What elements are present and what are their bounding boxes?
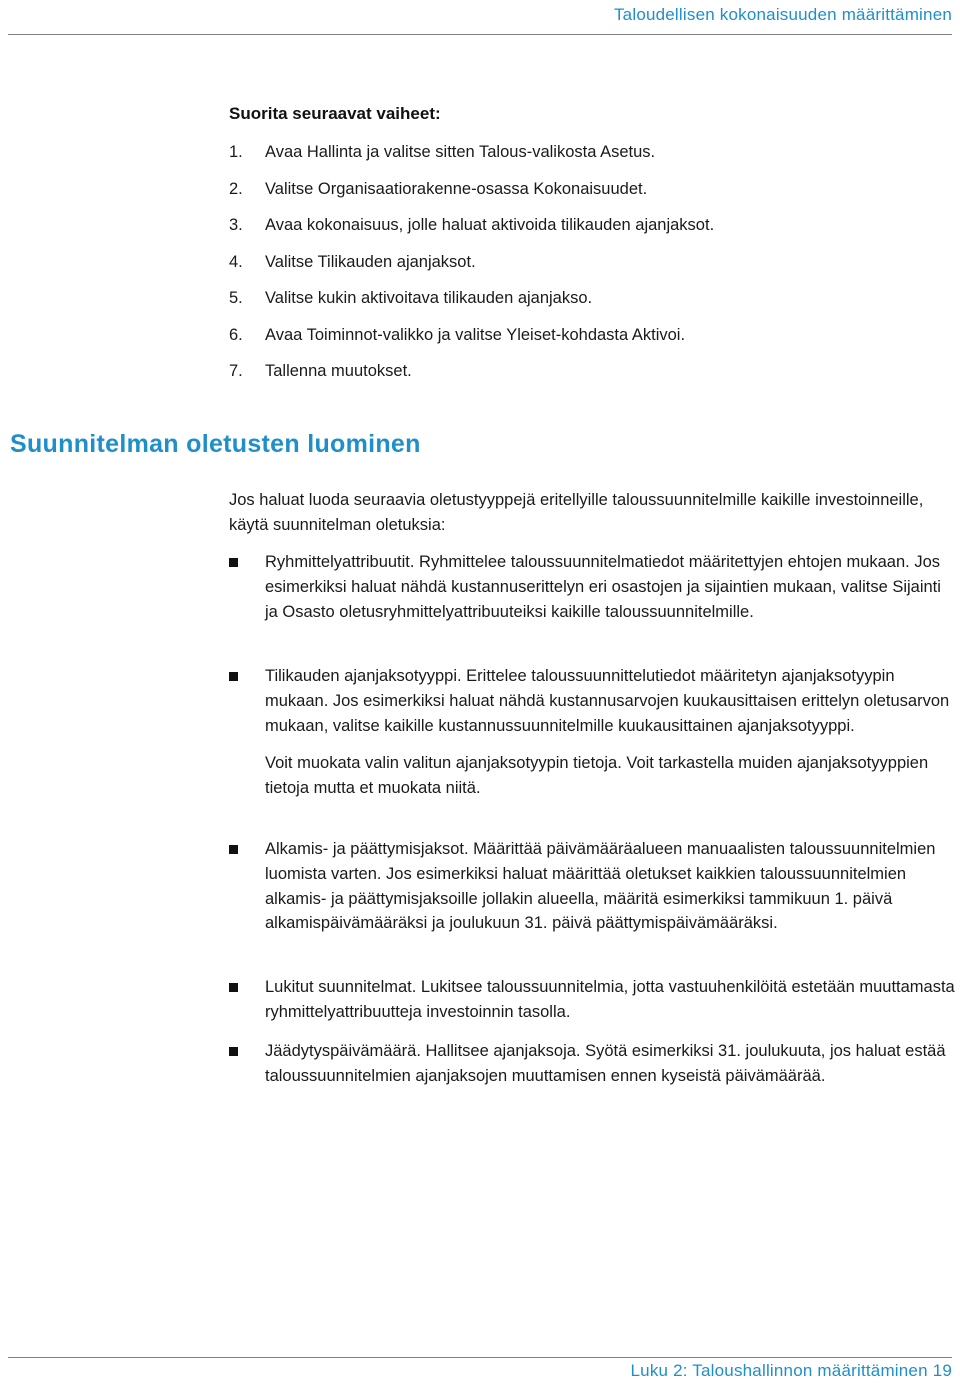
bullet-square-icon xyxy=(229,983,238,992)
step-text: Avaa Toiminnot-valikko ja valitse Yleiset-kohdasta Aktivoi. xyxy=(265,325,686,344)
bullet-text: Ryhmittelyattribuutit. Ryhmittelee taloussuunnitelmatiedot määritettyjen ehtojen mukaan. Jos esimerkiksi haluat nähdä kustannuserittelyn eri osastojen ja sijaintien mukaan, valitse Sijainti ja Osasto oletusryhmittelyattribuuteiksi kaikille taloussuunnitelmille. xyxy=(265,553,941,621)
bullet-text: Tilikauden ajanjaksotyyppi. Erittelee taloussuunnittelutiedot määritetyn ajanjaksotyypin mukaan. Jos esimerkiksi haluat nähdä kustannusarvojen kuukausittaisen erittelyn oletusarvon mukaan, valitse kaikille kustannussuunnitelmille kuukausittainen ajanjaksotyyppi. xyxy=(265,667,950,735)
page-number: 19 xyxy=(932,1361,952,1380)
bullet-square-icon xyxy=(229,845,238,854)
bullet-text: Lukitut suunnitelmat. Lukitsee taloussuunnitelmia, jotta vastuuhenkilöitä estetään muuttamasta ryhmittelyattribuutteja investoinnin tasolla. xyxy=(265,978,955,1021)
step-number: 1. xyxy=(229,143,243,161)
step-text: Valitse Tilikauden ajanjaksot. xyxy=(265,252,476,271)
header-divider xyxy=(8,34,952,35)
step-item xyxy=(229,139,714,176)
steps-list xyxy=(229,139,714,395)
footer-chapter: Luku 2: Taloushallinnon määrittäminen xyxy=(630,1361,928,1380)
step-number: 5. xyxy=(229,289,243,307)
steps-heading: Suorita seuraavat vaiheet: xyxy=(229,104,441,123)
section-intro: Jos haluat luoda seuraavia oletustyyppejä eritellyille taloussuunnitelmille kaikille investoinneille, käytä suunnitelman oletuksia: xyxy=(229,491,924,534)
step-number: 4. xyxy=(229,252,243,271)
step-item xyxy=(229,249,714,286)
step-text: Tallenna muutokset. xyxy=(265,362,412,380)
step-text: Avaa Hallinta ja valitse sitten Talous-valikosta Asetus. xyxy=(265,143,656,161)
running-header: Taloudellisen kokonaisuuden määrittäminen xyxy=(613,5,952,24)
step-item xyxy=(229,212,714,249)
step-number: 7. xyxy=(229,362,243,380)
step-item xyxy=(229,358,714,395)
bullet-square-icon xyxy=(229,558,238,567)
bullet-square-icon xyxy=(229,1047,238,1056)
bullet-square-icon xyxy=(229,672,238,681)
bullet-text: Jäädytyspäivämäärä. Hallitsee ajanjaksoja. Syötä esimerkiksi 31. joulukuuta, jos haluat estää taloussuunnitelmien ajanjaksojen muuttamisen ennen kyseistä päivämäärää. xyxy=(265,1042,946,1085)
bullet-text: Alkamis- ja päättymisjaksot. Määrittää päivämääräalueen manuaalisten taloussuunnitelmien luomista varten. Jos esimerkiksi haluat määrittää oletukset kaikkien taloussuunnitelmien alkamis- ja päättymisjaksoille jollakin alueella, määritä esimerkiksi tammikuun 1. päivä alkamispäivämääräksi ja joulukuun 31. päivä päättymispäivämääräksi. xyxy=(265,840,936,933)
step-number: 6. xyxy=(229,325,243,344)
step-item xyxy=(229,176,714,213)
running-footer xyxy=(631,1361,952,1381)
bullet-note: Voit muokata valin valitun ajanjaksotyypin tietoja. Voit tarkastella muiden ajanjaksotyyppien tietoja mutta et muokata niitä. xyxy=(265,754,929,798)
footer-divider xyxy=(8,1357,952,1358)
step-item xyxy=(229,322,714,359)
step-number: 3. xyxy=(229,216,243,234)
step-item xyxy=(229,285,714,322)
step-text: Valitse Organisaatiorakenne-osassa Kokonaisuudet. xyxy=(265,179,648,198)
step-number: 2. xyxy=(229,179,243,198)
step-text: Avaa kokonaisuus, jolle haluat aktivoida tilikauden ajanjaksot. xyxy=(265,216,715,234)
section-title: Suunnitelman oletusten luominen xyxy=(10,430,421,458)
step-text: Valitse kukin aktivoitava tilikauden ajanjakso. xyxy=(265,289,593,307)
